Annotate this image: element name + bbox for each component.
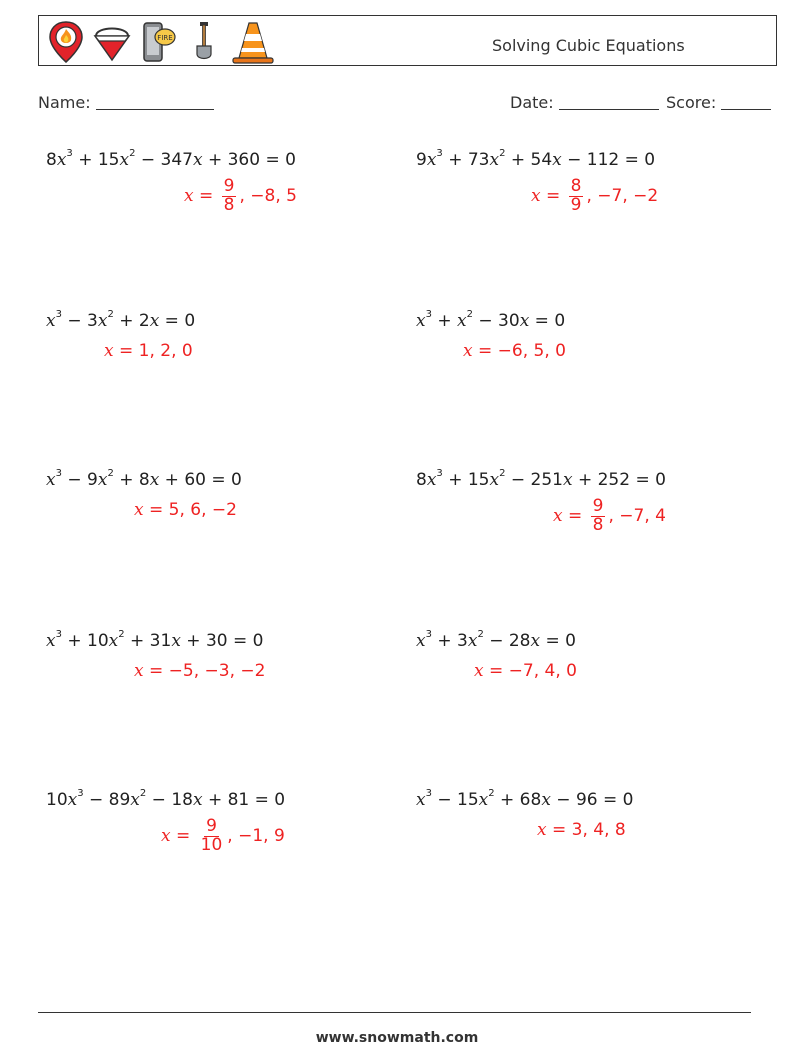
answer-values: , −8, 5 bbox=[239, 186, 297, 207]
equation bbox=[46, 150, 296, 170]
coefficient: = 0 bbox=[159, 311, 196, 331]
answer-values: 3, 4, 8 bbox=[571, 820, 626, 840]
traffic-cone-icon bbox=[231, 20, 275, 64]
date-blank[interactable] bbox=[559, 95, 659, 110]
header-icons bbox=[47, 19, 275, 65]
date-field bbox=[510, 93, 659, 112]
variable: x bbox=[426, 150, 437, 170]
variable: x bbox=[416, 311, 426, 331]
coefficient: + 2 bbox=[113, 311, 150, 331]
coefficient: − 28 bbox=[483, 631, 531, 651]
footer-url: www.snowmath.com bbox=[315, 1030, 479, 1046]
answer-variable: x bbox=[184, 186, 194, 207]
name-field bbox=[38, 93, 214, 112]
coefficient: − 15 bbox=[431, 790, 479, 810]
answer-variable: x bbox=[104, 341, 114, 361]
coefficient: + 68 bbox=[494, 790, 542, 810]
fraction-numerator: 9 bbox=[223, 176, 235, 196]
exponent: 2 bbox=[129, 148, 136, 159]
answer-variable: x bbox=[134, 661, 144, 681]
shovel-icon bbox=[185, 20, 223, 64]
variable: x bbox=[426, 470, 437, 490]
score-label: Score: bbox=[666, 93, 717, 112]
svg-text:FIRE: FIRE bbox=[157, 34, 173, 42]
answer-equals: = bbox=[472, 341, 498, 361]
variable: x bbox=[478, 790, 489, 810]
variable: x bbox=[67, 790, 78, 810]
equation bbox=[416, 311, 565, 331]
equation bbox=[416, 150, 655, 170]
answer-values: , −7, 4 bbox=[608, 506, 666, 527]
coefficient: + 30 = 0 bbox=[180, 631, 264, 651]
answer-variable: x bbox=[531, 186, 541, 207]
footer-divider bbox=[38, 1012, 751, 1013]
score-field bbox=[666, 93, 771, 112]
variable: x bbox=[46, 470, 56, 490]
variable: x bbox=[541, 790, 551, 810]
answer-values: −7, 4, 0 bbox=[508, 661, 577, 681]
answer-variable: x bbox=[134, 500, 144, 520]
answer bbox=[463, 341, 566, 361]
variable: x bbox=[489, 150, 500, 170]
answer-equals: = bbox=[143, 500, 169, 520]
equation bbox=[46, 631, 263, 651]
fraction-denominator: 9 bbox=[570, 194, 582, 215]
variable: x bbox=[192, 790, 203, 810]
variable: x bbox=[149, 470, 160, 490]
variable: x bbox=[192, 150, 203, 170]
coefficient: − 347 bbox=[135, 150, 193, 170]
answer-fraction bbox=[199, 818, 225, 855]
answer-equals: = bbox=[143, 661, 169, 681]
answer bbox=[553, 498, 666, 535]
variable: x bbox=[108, 631, 119, 651]
variable: x bbox=[46, 631, 56, 651]
fraction-numerator: 8 bbox=[570, 176, 582, 196]
coefficient: + bbox=[431, 311, 458, 331]
fire-location-pin-icon bbox=[47, 20, 85, 64]
coefficient: = 0 bbox=[529, 311, 566, 331]
variable: x bbox=[56, 150, 67, 170]
variable: x bbox=[562, 470, 573, 490]
coefficient: − 112 = 0 bbox=[561, 150, 656, 170]
coefficient: + 15 bbox=[72, 150, 120, 170]
answer bbox=[134, 500, 237, 520]
answer-fraction bbox=[569, 178, 584, 215]
coefficient: − 96 = 0 bbox=[550, 790, 634, 810]
exponent: 3 bbox=[55, 468, 62, 479]
coefficient: − 30 bbox=[473, 311, 520, 331]
exponent: 3 bbox=[425, 788, 432, 799]
answer bbox=[531, 178, 658, 215]
worksheet-header bbox=[38, 15, 777, 66]
coefficient: − 9 bbox=[61, 470, 98, 490]
answer-values: −6, 5, 0 bbox=[497, 341, 566, 361]
exponent: 3 bbox=[425, 309, 432, 320]
coefficient: + 15 bbox=[442, 470, 490, 490]
answer-fraction bbox=[222, 178, 237, 215]
variable: x bbox=[489, 470, 500, 490]
equation bbox=[416, 470, 666, 490]
coefficient: + 360 = 0 bbox=[202, 150, 296, 170]
variable: x bbox=[149, 311, 160, 331]
variable: x bbox=[467, 631, 478, 651]
exponent: 3 bbox=[425, 629, 432, 640]
coefficient: + 54 bbox=[505, 150, 553, 170]
equation bbox=[416, 631, 576, 651]
exponent: 3 bbox=[436, 148, 443, 159]
exponent: 2 bbox=[466, 309, 473, 320]
exponent: 2 bbox=[499, 468, 506, 479]
variable: x bbox=[46, 311, 56, 331]
answer-equals: = bbox=[546, 820, 572, 840]
coefficient: = 0 bbox=[540, 631, 576, 651]
variable: x bbox=[97, 470, 108, 490]
coefficient: + 81 = 0 bbox=[202, 790, 286, 810]
name-blank[interactable] bbox=[96, 95, 214, 110]
variable: x bbox=[552, 150, 562, 170]
answer-variable: x bbox=[463, 341, 473, 361]
answer-equals: = bbox=[562, 506, 588, 527]
answer bbox=[184, 178, 297, 215]
coefficient: − 89 bbox=[83, 790, 131, 810]
coefficient: + 252 = 0 bbox=[572, 470, 666, 490]
exponent: 2 bbox=[107, 309, 114, 320]
answer-variable: x bbox=[553, 506, 563, 527]
exponent: 2 bbox=[488, 788, 495, 799]
date-label: Date: bbox=[510, 93, 554, 112]
coefficient: + 73 bbox=[442, 150, 490, 170]
answer-values: −5, −3, −2 bbox=[168, 661, 266, 681]
exponent: 2 bbox=[118, 629, 125, 640]
fraction-denominator: 10 bbox=[200, 834, 223, 855]
variable: x bbox=[416, 631, 426, 651]
answer-variable: x bbox=[474, 661, 484, 681]
variable: x bbox=[519, 311, 530, 331]
answer-fraction bbox=[591, 498, 606, 535]
coefficient: + 31 bbox=[124, 631, 172, 651]
coefficient: + 60 = 0 bbox=[159, 470, 242, 490]
variable: x bbox=[457, 311, 467, 331]
answer-equals: = bbox=[540, 186, 566, 207]
worksheet-title: Solving Cubic Equations bbox=[492, 36, 685, 55]
answer-equals: = bbox=[483, 661, 509, 681]
answer bbox=[537, 820, 626, 840]
score-blank[interactable] bbox=[721, 95, 771, 110]
answer bbox=[474, 661, 577, 681]
exponent: 3 bbox=[66, 148, 73, 159]
answer-equals: = bbox=[113, 341, 139, 361]
exponent: 2 bbox=[107, 468, 114, 479]
exponent: 3 bbox=[55, 309, 62, 320]
variable: x bbox=[119, 150, 130, 170]
coefficient: + 3 bbox=[431, 631, 468, 651]
answer bbox=[161, 818, 285, 855]
coefficient: − 3 bbox=[61, 311, 98, 331]
coefficient: 9 bbox=[416, 150, 427, 170]
variable: x bbox=[530, 631, 541, 651]
answer-variable: x bbox=[161, 826, 171, 847]
answer bbox=[104, 341, 193, 361]
coefficient: + 8 bbox=[113, 470, 150, 490]
answer-equals: = bbox=[193, 186, 219, 207]
answer bbox=[134, 661, 265, 681]
coefficient: 8 bbox=[416, 470, 427, 490]
name-label: Name: bbox=[38, 93, 91, 112]
exponent: 2 bbox=[477, 629, 484, 640]
fraction-denominator: 8 bbox=[592, 514, 604, 535]
fraction-denominator: 8 bbox=[223, 194, 235, 215]
variable: x bbox=[97, 311, 108, 331]
coefficient: 8 bbox=[46, 150, 57, 170]
fraction-numerator: 9 bbox=[206, 816, 217, 836]
variable: x bbox=[416, 790, 426, 810]
answer-values: , −1, 9 bbox=[227, 826, 285, 847]
exponent: 3 bbox=[436, 468, 443, 479]
exponent: 2 bbox=[499, 148, 506, 159]
coefficient: + 10 bbox=[61, 631, 109, 651]
answer-values: 1, 2, 0 bbox=[138, 341, 193, 361]
coefficient: 10 bbox=[46, 790, 68, 810]
answer-equals: = bbox=[170, 826, 196, 847]
exponent: 3 bbox=[55, 629, 62, 640]
equation bbox=[416, 790, 633, 810]
answer-values: , −7, −2 bbox=[586, 186, 659, 207]
exponent: 2 bbox=[139, 788, 147, 799]
variable: x bbox=[171, 631, 181, 651]
fraction-numerator: 9 bbox=[592, 496, 604, 516]
exponent: 3 bbox=[77, 788, 84, 799]
equation bbox=[46, 470, 242, 490]
equation bbox=[46, 790, 285, 810]
answer-variable: x bbox=[537, 820, 547, 840]
coefficient: − 18 bbox=[146, 790, 193, 810]
fire-bucket-icon bbox=[93, 20, 131, 64]
phone-fire-alert-icon bbox=[139, 20, 177, 64]
coefficient: − 251 bbox=[505, 470, 563, 490]
equation bbox=[46, 311, 195, 331]
variable: x bbox=[130, 790, 140, 810]
answer-values: 5, 6, −2 bbox=[168, 500, 237, 520]
